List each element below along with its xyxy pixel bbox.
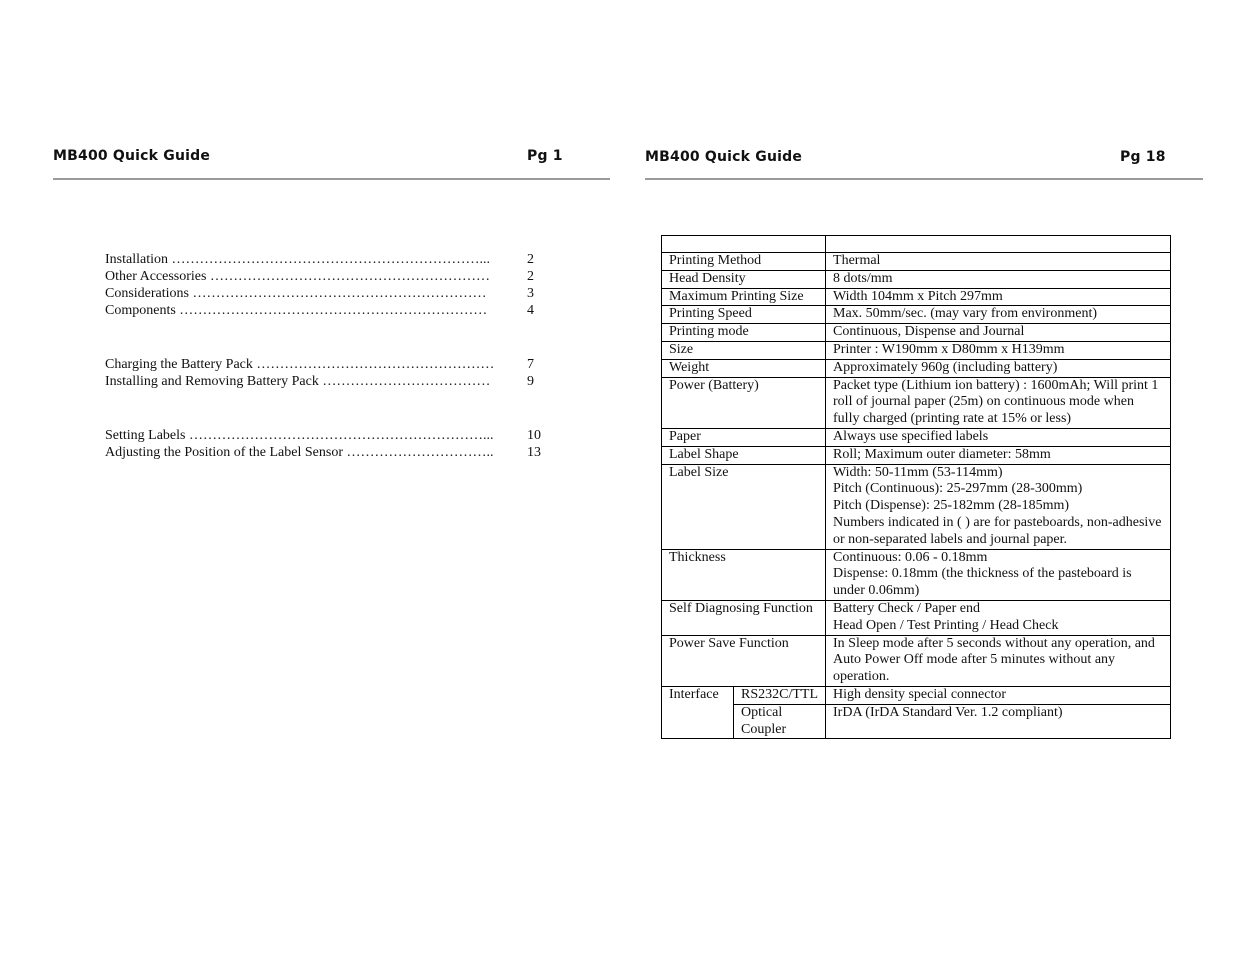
spec-value: Thermal: [826, 253, 1171, 271]
spec-label: Label Size: [662, 464, 826, 549]
toc-entry-page: 13: [527, 445, 541, 460]
spec-label: Paper: [662, 428, 826, 446]
left-header-page-number: Pg 1: [527, 148, 563, 164]
table-row: [662, 270, 1171, 288]
table-row: [662, 324, 1171, 342]
toc-entry-text: Installation …………………………………………………………...: [105, 252, 490, 267]
spec-label: Power (Battery): [662, 377, 826, 428]
table-row: [662, 359, 1171, 377]
spec-value: Width 104mm x Pitch 297mm: [826, 288, 1171, 306]
spec-value: Max. 50mm/sec. (may vary from environment): [826, 306, 1171, 324]
table-row: [662, 446, 1171, 464]
toc-group-1: [105, 251, 545, 319]
table-row: [662, 253, 1171, 271]
table-row: [662, 288, 1171, 306]
toc-entry-page: 7: [527, 357, 534, 372]
toc-entry: [105, 268, 545, 285]
toc-entry-page: 3: [527, 286, 534, 301]
toc-entry: [105, 356, 545, 373]
toc-entry-text: Adjusting the Position of the Label Sensor …………………………..: [105, 445, 494, 460]
spec-label: Label Shape: [662, 446, 826, 464]
toc-entry-text: Considerations ………………………………………………………: [105, 286, 487, 301]
spec-label: Head Density: [662, 270, 826, 288]
interface-label: Interface: [662, 686, 734, 738]
spec-label: Weight: [662, 359, 826, 377]
toc-entry: [105, 444, 545, 461]
table-row: [662, 686, 1171, 704]
spec-table-header-cell: [662, 236, 826, 253]
table-row: [662, 464, 1171, 549]
spec-label: Self Diagnosing Function: [662, 600, 826, 635]
spec-label: Power Save Function: [662, 635, 826, 686]
spec-table: [661, 235, 1171, 739]
toc-entry-text: Charging the Battery Pack ……………………………………………: [105, 357, 495, 372]
spec-value: Continuous: 0.06 - 0.18mm Dispense: 0.18mm (the thickness of the pasteboard is under 0.06mm): [826, 549, 1171, 600]
right-header-title: MB400 Quick Guide: [645, 149, 803, 165]
left-header-rule: [53, 178, 610, 180]
spec-value: Roll; Maximum outer diameter: 58mm: [826, 446, 1171, 464]
toc-entry-text: Installing and Removing Battery Pack ………………………………: [105, 374, 491, 389]
toc-entry: [105, 302, 545, 319]
interface-sub-label: RS232C/TTL: [734, 686, 826, 704]
table-row: [662, 306, 1171, 324]
toc-entry-page: 9: [527, 374, 534, 389]
spec-value: In Sleep mode after 5 seconds without any operation, and Auto Power Off mode after 5 minutes without any operation.: [826, 635, 1171, 686]
toc-entry: [105, 251, 545, 268]
spec-value: Always use specified labels: [826, 428, 1171, 446]
right-header-page-number: Pg 18: [1120, 149, 1166, 165]
toc-entry-page: 2: [527, 252, 534, 267]
table-row: [662, 377, 1171, 428]
spec-value: Approximately 960g (including battery): [826, 359, 1171, 377]
table-row: [662, 600, 1171, 635]
spec-value: IrDA (IrDA Standard Ver. 1.2 compliant): [826, 704, 1171, 739]
spec-label: Printing Speed: [662, 306, 826, 324]
table-row: [662, 704, 1171, 739]
spec-value: Width: 50-11mm (53-114mm) Pitch (Continuous): 25-297mm (28-300mm) Pitch (Dispense): 25-182mm (28-185mm) Numbers indicated in ( ) are for pasteboards, non-adhesive or non-separated labels and journal paper.: [826, 464, 1171, 549]
toc-entry: [105, 427, 545, 444]
toc-entry: [105, 285, 545, 302]
spec-table-header-row: [662, 236, 1171, 253]
spec-value: Printer : W190mm x D80mm x H139mm: [826, 341, 1171, 359]
table-row: [662, 428, 1171, 446]
interface-sub-label: Optical Coupler: [734, 704, 826, 739]
spec-value: Packet type (Lithium ion battery) : 1600mAh; Will print 1 roll of journal paper (25m) on continuous mode when fully charged (printing rate at 15% or less): [826, 377, 1171, 428]
spec-label: Printing Method: [662, 253, 826, 271]
spec-label: Size: [662, 341, 826, 359]
toc-entry-text: Setting Labels ………………………………………………………...: [105, 428, 494, 443]
table-row: [662, 549, 1171, 600]
toc-entry-page: 10: [527, 428, 541, 443]
right-header-rule: [645, 178, 1203, 180]
spec-label: Printing mode: [662, 324, 826, 342]
left-header-title: MB400 Quick Guide: [53, 148, 211, 164]
toc-entry: [105, 373, 545, 390]
spec-value: Battery Check / Paper end Head Open / Test Printing / Head Check: [826, 600, 1171, 635]
spec-value: High density special connector: [826, 686, 1171, 704]
toc-entry-page: 2: [527, 269, 534, 284]
toc-group-2: [105, 356, 545, 390]
toc-entry-text: Other Accessories ……………………………………………………: [105, 269, 490, 284]
spec-table-header-cell: [826, 236, 1171, 253]
spec-label: Thickness: [662, 549, 826, 600]
table-row: [662, 635, 1171, 686]
spec-label: Maximum Printing Size: [662, 288, 826, 306]
table-row: [662, 341, 1171, 359]
toc-entry-page: 4: [527, 303, 534, 318]
toc-group-3: [105, 427, 545, 461]
toc-entry-text: Components …………………………………………………………: [105, 303, 488, 318]
spec-value: 8 dots/mm: [826, 270, 1171, 288]
spec-value: Continuous, Dispense and Journal: [826, 324, 1171, 342]
